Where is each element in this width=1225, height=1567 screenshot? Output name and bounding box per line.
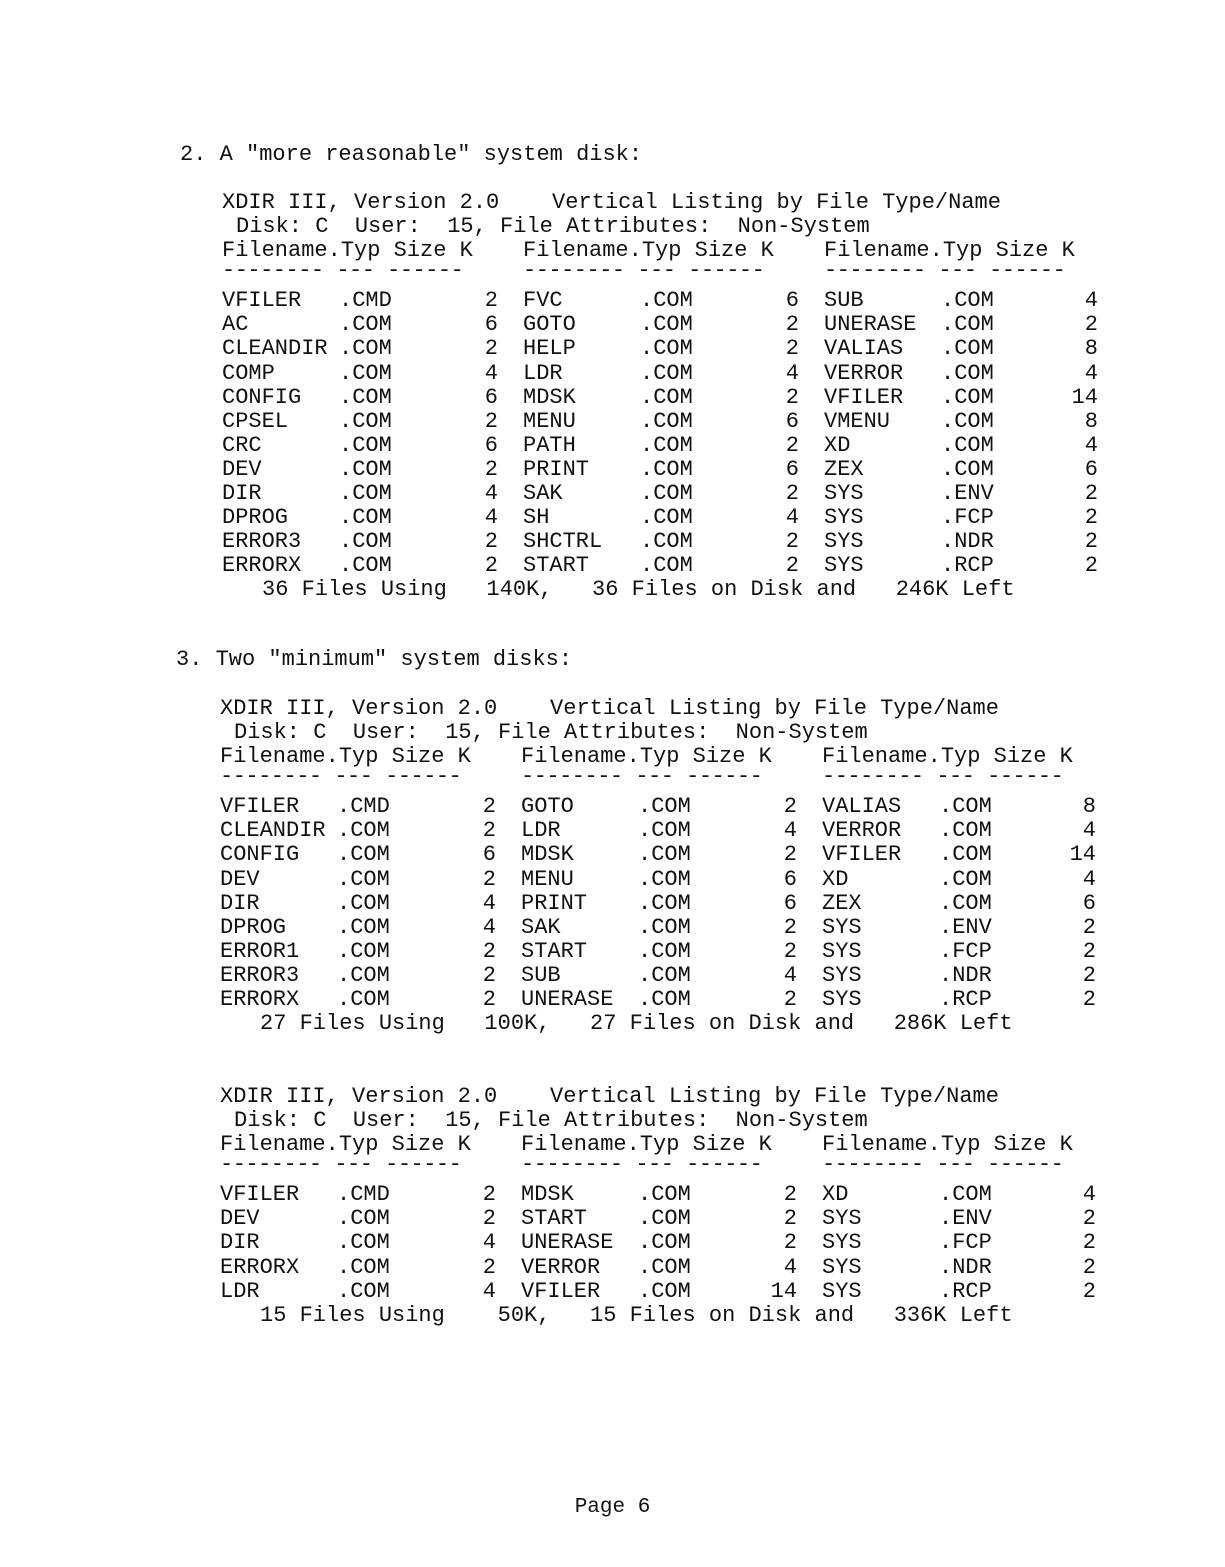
file-size: 4 <box>783 962 797 988</box>
separator-row <box>220 764 1064 795</box>
file-name: VFILER <box>220 1182 300 1208</box>
file-name: ERROR1 <box>220 938 300 964</box>
file-type: .CMD <box>337 794 390 820</box>
file-type: .COM <box>337 1254 390 1280</box>
file-name: MENU <box>523 408 576 434</box>
file-name: SYS <box>824 529 864 555</box>
file-type: .COM <box>337 962 390 988</box>
file-size: 2 <box>1082 1230 1096 1256</box>
file-size: 6 <box>785 456 799 482</box>
file-size: 2 <box>1084 505 1098 531</box>
file-size: 4 <box>785 505 799 531</box>
file-type: .FCP <box>941 505 994 531</box>
file-name: START <box>521 938 588 964</box>
file-type: .RCP <box>941 553 994 579</box>
column-header: Filename.Typ Size K <box>523 238 774 264</box>
file-size: 2 <box>1082 914 1096 940</box>
table-row <box>220 890 1096 916</box>
file-size: 2 <box>783 1230 797 1256</box>
column-header: Filename.Typ Size K <box>521 1132 772 1158</box>
file-size: 2 <box>785 529 799 555</box>
file-size: 2 <box>482 866 496 892</box>
file-name: VFILER <box>521 1278 601 1304</box>
file-size: 2 <box>484 456 498 482</box>
file-type: .COM <box>339 456 392 482</box>
file-name: PRINT <box>521 890 588 916</box>
column-header: Filename.Typ Size K <box>222 238 473 264</box>
file-name: START <box>523 553 590 579</box>
file-type: .CMD <box>339 288 392 314</box>
file-name: CLEANDIR <box>222 336 328 362</box>
file-size: 4 <box>482 890 496 916</box>
file-type: .COM <box>638 987 691 1013</box>
table-row <box>220 962 1096 988</box>
section-heading: 3. Two "minimum" system disks: <box>176 647 573 672</box>
file-size: 2 <box>1082 1206 1096 1232</box>
file-type: .COM <box>339 384 392 410</box>
separator: -------- --- ------ <box>822 1152 1064 1178</box>
listing-title: XDIR III, Version 2.0 Vertical Listing by File Type/Name <box>222 190 1001 215</box>
file-size: 2 <box>785 384 799 410</box>
file-size: 2 <box>482 794 496 820</box>
file-size: 14 <box>770 1278 797 1304</box>
file-type: .COM <box>638 866 691 892</box>
separator: -------- --- ------ <box>220 1152 462 1178</box>
file-size: 2 <box>783 938 797 964</box>
file-size: 2 <box>783 1206 797 1232</box>
file-name: SYS <box>824 505 864 531</box>
file-name: GOTO <box>523 312 576 338</box>
file-name: SYS <box>824 481 864 507</box>
file-name: PATH <box>523 432 576 458</box>
file-type: .COM <box>939 890 992 916</box>
file-name: MDSK <box>521 842 574 868</box>
file-type: .COM <box>638 1230 691 1256</box>
table-row <box>220 794 1096 820</box>
file-size: 6 <box>482 842 496 868</box>
file-name: SAK <box>521 914 561 940</box>
file-type: .CMD <box>337 1182 390 1208</box>
table-row <box>222 360 1098 386</box>
file-name: SYS <box>822 1206 862 1232</box>
file-type: .COM <box>638 938 691 964</box>
file-type: .COM <box>638 914 691 940</box>
file-type: .COM <box>337 1278 390 1304</box>
file-name: VFILER <box>222 288 302 314</box>
table-row <box>222 312 1098 338</box>
file-type: .COM <box>638 1182 691 1208</box>
file-name: GOTO <box>521 794 574 820</box>
file-type: .COM <box>638 1254 691 1280</box>
file-size: 4 <box>1082 818 1096 844</box>
file-type: .COM <box>939 866 992 892</box>
file-size: 2 <box>484 336 498 362</box>
file-size: 2 <box>783 794 797 820</box>
separator: -------- --- ------ <box>521 764 763 790</box>
separator: -------- --- ------ <box>822 764 1064 790</box>
file-name: CPSEL <box>222 408 289 434</box>
file-size: 6 <box>1082 890 1096 916</box>
listing-disk-info: Disk: C User: 15, File Attributes: Non-System <box>234 1108 868 1134</box>
file-size: 2 <box>785 432 799 458</box>
table-row <box>222 384 1098 410</box>
file-size: 4 <box>785 360 799 386</box>
file-size: 8 <box>1084 336 1098 362</box>
file-size: 2 <box>1082 938 1096 964</box>
table-row <box>220 842 1096 868</box>
file-type: .COM <box>640 505 693 531</box>
column-header: Filename.Typ Size K <box>824 238 1075 264</box>
file-size: 2 <box>482 962 496 988</box>
file-name: DPROG <box>220 914 287 940</box>
file-name: PRINT <box>523 456 590 482</box>
file-size: 4 <box>783 1254 797 1280</box>
file-type: .ENV <box>941 481 994 507</box>
file-type: .COM <box>939 794 992 820</box>
page-number: Page 6 <box>574 1496 651 1519</box>
section-heading: 2. A "more reasonable" system disk: <box>180 142 643 167</box>
file-name: CONFIG <box>222 384 302 410</box>
file-type: .COM <box>939 842 992 868</box>
file-name: CRC <box>222 432 262 458</box>
separator: -------- --- ------ <box>523 258 765 284</box>
file-type: .COM <box>939 1182 992 1208</box>
file-size: 2 <box>482 987 496 1013</box>
file-name: ERRORX <box>220 987 300 1013</box>
column-header: Filename.Typ Size K <box>220 1132 471 1158</box>
file-name: DIR <box>220 890 260 916</box>
file-type: .COM <box>640 312 693 338</box>
xdir-listing <box>220 1084 1096 1328</box>
file-type: .COM <box>640 456 693 482</box>
file-size: 4 <box>783 818 797 844</box>
file-type: .COM <box>339 360 392 386</box>
listing-footer: 15 Files Using 50K, 15 Files on Disk and 336K Left <box>260 1302 1013 1328</box>
file-name: SYS <box>822 938 862 964</box>
xdir-listing <box>220 696 1096 1037</box>
listing-disk-info: Disk: C User: 15, File Attributes: Non-System <box>234 720 868 746</box>
file-size: 14 <box>1069 842 1096 868</box>
file-type: .COM <box>941 288 994 314</box>
file-type: .COM <box>339 312 392 338</box>
separator: -------- --- ------ <box>824 258 1066 284</box>
file-size: 2 <box>1084 553 1098 579</box>
file-type: .COM <box>640 384 693 410</box>
file-size: 4 <box>482 1278 496 1304</box>
file-type: .COM <box>337 890 390 916</box>
file-type: .COM <box>941 408 994 434</box>
file-name: LDR <box>521 818 561 844</box>
table-row <box>220 866 1096 892</box>
listing-footer: 27 Files Using 100K, 27 Files on Disk and 286K Left <box>260 1011 1013 1037</box>
file-type: .COM <box>638 962 691 988</box>
file-name: VFILER <box>220 794 300 820</box>
file-type: .COM <box>337 818 390 844</box>
file-size: 2 <box>484 408 498 434</box>
file-name: MENU <box>521 866 574 892</box>
file-type: .COM <box>337 987 390 1013</box>
file-type: .COM <box>339 432 392 458</box>
table-row <box>220 1230 1096 1256</box>
xdir-listing <box>222 190 1098 603</box>
file-name: VERROR <box>822 818 902 844</box>
separator: -------- --- ------ <box>521 1152 763 1178</box>
file-type: .COM <box>640 432 693 458</box>
file-name: SUB <box>824 288 864 314</box>
column-header: Filename.Typ Size K <box>822 744 1073 770</box>
file-size: 2 <box>482 818 496 844</box>
table-row <box>220 1206 1096 1232</box>
file-name: VALIAS <box>824 336 904 362</box>
file-type: .COM <box>337 842 390 868</box>
file-size: 2 <box>785 312 799 338</box>
file-name: ERROR3 <box>222 529 302 555</box>
file-name: VALIAS <box>822 794 902 820</box>
file-size: 2 <box>482 938 496 964</box>
file-type: .NDR <box>941 529 994 555</box>
table-row <box>222 553 1098 579</box>
file-type: .COM <box>941 312 994 338</box>
table-row <box>222 408 1098 434</box>
table-row <box>220 987 1096 1013</box>
file-name: ERRORX <box>222 553 302 579</box>
file-size: 2 <box>484 529 498 555</box>
file-size: 6 <box>484 384 498 410</box>
file-size: 2 <box>783 987 797 1013</box>
file-size: 4 <box>482 1230 496 1256</box>
file-size: 2 <box>785 553 799 579</box>
file-type: .COM <box>337 914 390 940</box>
file-size: 4 <box>1082 866 1096 892</box>
file-name: ZEX <box>824 456 864 482</box>
file-size: 6 <box>785 408 799 434</box>
file-size: 2 <box>1082 1254 1096 1280</box>
table-row <box>222 529 1098 555</box>
file-type: .COM <box>640 288 693 314</box>
file-name: VFILER <box>824 384 904 410</box>
file-name: MDSK <box>523 384 576 410</box>
file-size: 6 <box>785 288 799 314</box>
file-size: 6 <box>783 866 797 892</box>
file-type: .COM <box>337 866 390 892</box>
file-type: .COM <box>339 481 392 507</box>
file-size: 2 <box>785 336 799 362</box>
table-row <box>222 481 1098 507</box>
file-type: .COM <box>339 408 392 434</box>
file-type: .FCP <box>939 1230 992 1256</box>
file-type: .COM <box>941 432 994 458</box>
file-name: SAK <box>523 481 563 507</box>
file-name: ERROR3 <box>220 962 300 988</box>
column-header: Filename.Typ Size K <box>822 1132 1073 1158</box>
separator-row <box>220 1152 1064 1183</box>
file-type: .COM <box>339 505 392 531</box>
file-type: .COM <box>640 336 693 362</box>
file-name: XD <box>822 1182 849 1208</box>
file-type: .COM <box>941 384 994 410</box>
file-size: 4 <box>1084 360 1098 386</box>
file-name: XD <box>824 432 851 458</box>
file-size: 8 <box>1082 794 1096 820</box>
file-name: CLEANDIR <box>220 818 326 844</box>
file-name: VFILER <box>822 842 902 868</box>
table-row <box>220 1278 1096 1304</box>
file-name: ZEX <box>822 890 862 916</box>
file-size: 4 <box>482 914 496 940</box>
file-name: SYS <box>822 1278 862 1304</box>
file-size: 14 <box>1071 384 1098 410</box>
table-row <box>220 1182 1096 1208</box>
file-type: .COM <box>339 529 392 555</box>
file-size: 6 <box>484 432 498 458</box>
file-name: START <box>521 1206 588 1232</box>
file-name: SH <box>523 505 550 531</box>
file-name: DEV <box>220 1206 260 1232</box>
file-type: .COM <box>640 360 693 386</box>
file-type: .COM <box>941 456 994 482</box>
file-name: CONFIG <box>220 842 300 868</box>
file-type: .COM <box>337 1230 390 1256</box>
table-row <box>220 938 1096 964</box>
file-name: HELP <box>523 336 576 362</box>
file-size: 4 <box>484 360 498 386</box>
file-name: SYS <box>822 1230 862 1256</box>
file-size: 2 <box>1082 962 1096 988</box>
table-row <box>222 432 1098 458</box>
file-name: UNERASE <box>824 312 917 338</box>
file-size: 2 <box>1084 481 1098 507</box>
file-type: .COM <box>638 818 691 844</box>
table-row <box>222 456 1098 482</box>
file-size: 2 <box>484 288 498 314</box>
file-size: 4 <box>484 505 498 531</box>
file-size: 2 <box>482 1206 496 1232</box>
file-size: 2 <box>783 914 797 940</box>
file-name: UNERASE <box>521 987 614 1013</box>
file-name: AC <box>222 312 249 338</box>
file-size: 4 <box>484 481 498 507</box>
file-type: .ENV <box>939 1206 992 1232</box>
file-name: XD <box>822 866 849 892</box>
file-type: .COM <box>939 818 992 844</box>
listing-disk-info: Disk: C User: 15, File Attributes: Non-System <box>236 214 870 240</box>
file-size: 2 <box>785 481 799 507</box>
file-type: .COM <box>941 360 994 386</box>
table-row <box>222 505 1098 531</box>
file-type: .COM <box>640 408 693 434</box>
file-type: .NDR <box>939 1254 992 1280</box>
file-name: SYS <box>822 987 862 1013</box>
file-name: DIR <box>222 481 262 507</box>
file-name: COMP <box>222 360 275 386</box>
listing-footer: 36 Files Using 140K, 36 Files on Disk and 246K Left <box>262 577 1015 603</box>
file-name: SHCTRL <box>523 529 603 555</box>
file-type: .NDR <box>939 962 992 988</box>
file-size: 4 <box>1084 432 1098 458</box>
separator-row <box>222 258 1066 289</box>
file-type: .COM <box>638 794 691 820</box>
file-size: 2 <box>484 553 498 579</box>
file-name: DEV <box>220 866 260 892</box>
file-size: 2 <box>1082 987 1096 1013</box>
file-size: 6 <box>1084 456 1098 482</box>
column-header: Filename.Typ Size K <box>220 744 471 770</box>
file-name: VERROR <box>824 360 904 386</box>
file-name: MDSK <box>521 1182 574 1208</box>
file-size: 2 <box>482 1182 496 1208</box>
file-type: .COM <box>339 553 392 579</box>
file-name: SUB <box>521 962 561 988</box>
file-name: DIR <box>220 1230 260 1256</box>
table-row <box>220 818 1096 844</box>
file-size: 6 <box>484 312 498 338</box>
file-name: FVC <box>523 288 563 314</box>
file-type: .COM <box>337 1206 390 1232</box>
file-name: VMENU <box>824 408 891 434</box>
file-size: 4 <box>1082 1182 1096 1208</box>
file-name: DPROG <box>222 505 289 531</box>
table-row <box>220 914 1096 940</box>
file-size: 2 <box>783 842 797 868</box>
table-row <box>222 336 1098 362</box>
listing-title: XDIR III, Version 2.0 Vertical Listing by File Type/Name <box>220 696 999 721</box>
file-type: .COM <box>640 481 693 507</box>
file-name: SYS <box>824 553 864 579</box>
file-name: SYS <box>822 962 862 988</box>
file-name: UNERASE <box>521 1230 614 1256</box>
file-type: .COM <box>339 336 392 362</box>
file-type: .COM <box>638 1206 691 1232</box>
file-name: LDR <box>220 1278 260 1304</box>
file-size: 2 <box>1082 1278 1096 1304</box>
file-name: VERROR <box>521 1254 601 1280</box>
file-name: LDR <box>523 360 563 386</box>
file-size: 8 <box>1084 408 1098 434</box>
file-type: .COM <box>640 529 693 555</box>
file-size: 2 <box>783 1182 797 1208</box>
file-name: SYS <box>822 914 862 940</box>
table-row <box>222 288 1098 314</box>
separator: -------- --- ------ <box>222 258 464 284</box>
file-type: .COM <box>638 1278 691 1304</box>
listing-title: XDIR III, Version 2.0 Vertical Listing by File Type/Name <box>220 1084 999 1109</box>
file-size: 2 <box>482 1254 496 1280</box>
file-size: 2 <box>1084 312 1098 338</box>
file-size: 4 <box>1084 288 1098 314</box>
file-type: .COM <box>640 553 693 579</box>
file-name: SYS <box>822 1254 862 1280</box>
file-type: .RCP <box>939 987 992 1013</box>
file-name: ERRORX <box>220 1254 300 1280</box>
file-type: .COM <box>941 336 994 362</box>
separator: -------- --- ------ <box>220 764 462 790</box>
column-header: Filename.Typ Size K <box>521 744 772 770</box>
file-type: .FCP <box>939 938 992 964</box>
table-row <box>220 1254 1096 1280</box>
file-type: .COM <box>638 842 691 868</box>
file-type: .COM <box>337 938 390 964</box>
file-type: .RCP <box>939 1278 992 1304</box>
file-name: DEV <box>222 456 262 482</box>
file-size: 6 <box>783 890 797 916</box>
file-size: 2 <box>1084 529 1098 555</box>
file-type: .COM <box>638 890 691 916</box>
file-type: .ENV <box>939 914 992 940</box>
